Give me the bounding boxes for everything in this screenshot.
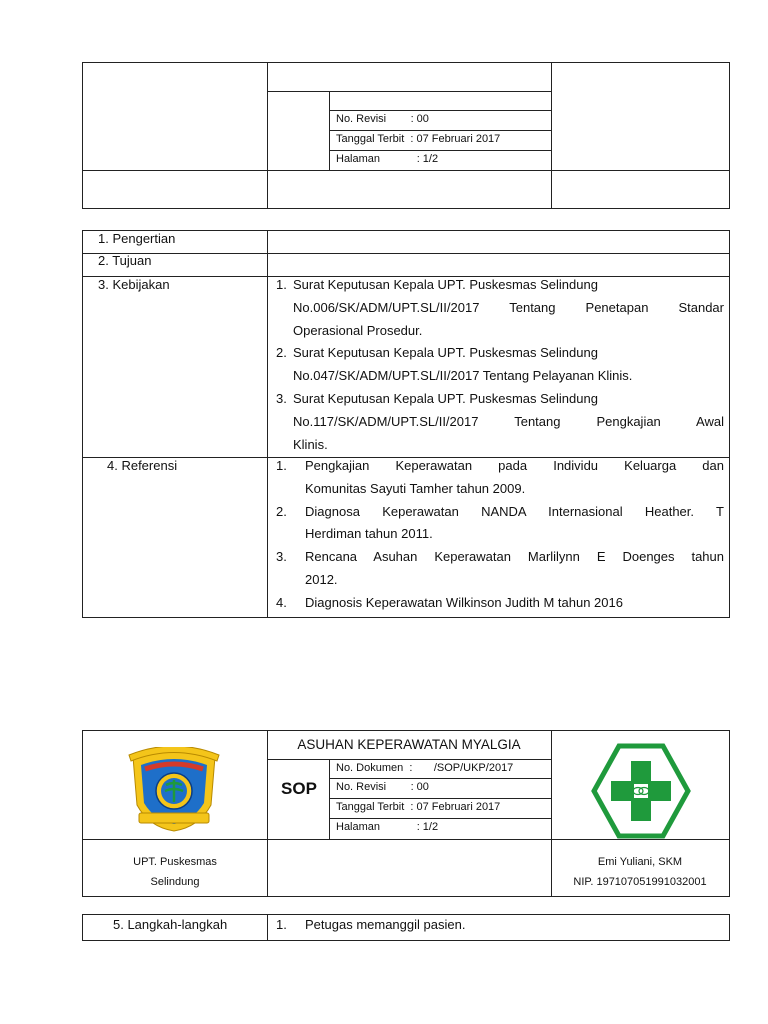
- list-item: 1. Petugas memanggil pasien.: [276, 917, 466, 932]
- table1-col-divider: [267, 231, 268, 617]
- label-tujuan: 2. Tujuan: [98, 253, 152, 268]
- header-block-2: [82, 730, 730, 897]
- header1-col-divider-left: [267, 63, 268, 208]
- issue-date: Tanggal Terbit : 07 Februari 2017: [336, 801, 501, 813]
- page-number: Halaman : 1/2: [336, 153, 439, 165]
- signer-name: Emi Yuliani, SKM: [597, 856, 683, 868]
- referensi-list: [276, 455, 724, 615]
- header2-meta-block: [329, 759, 551, 839]
- signer-nip: NIP. 197107051991032001: [573, 876, 707, 888]
- puskesmas-cross-logo: [591, 743, 691, 839]
- city-crest-logo: [119, 747, 229, 833]
- list-item: 1. Pengkajian Keperawatan pada Individu Keluarga dan Komunitas Sayuti Tamher tahun 2009.: [276, 458, 724, 496]
- revision-number: No. Revisi : 00: [336, 113, 429, 125]
- revision-number: No. Revisi : 00: [336, 781, 429, 793]
- document-title: ASUHAN KEPERAWATAN MYALGIA: [297, 737, 521, 752]
- page-number: Halaman : 1/2: [336, 821, 439, 833]
- label-referensi: 4. Referensi: [107, 458, 178, 473]
- header-block-1: [82, 62, 730, 209]
- sop-content-table: [82, 230, 730, 618]
- label-langkah: 5. Langkah-langkah: [113, 917, 228, 932]
- label-pengertian: 1. Pengertian: [98, 231, 176, 246]
- list-item: 3. Surat Keputusan Kepala UPT. Puskesmas Selindung No.117/SK/ADM/UPT.SL/II/2017 Tentang Pengkajian Awal Klinis.: [276, 390, 724, 452]
- organization-name-line1: UPT. Puskesmas: [133, 856, 217, 868]
- kebijakan-list: [276, 274, 724, 456]
- sop-label: SOP: [281, 779, 317, 798]
- document-number: No. Dokumen : /SOP/UKP/2017: [336, 762, 514, 774]
- header1-row-divider: [83, 170, 729, 171]
- issue-date: Tanggal Terbit : 07 Februari 2017: [336, 133, 501, 145]
- label-kebijakan: 3. Kebijakan: [98, 277, 170, 292]
- list-item: 3. Rencana Asuhan Keperawatan Marlilynn E Doenges tahun 2012.: [276, 549, 724, 587]
- list-item: 4. Diagnosis Keperawatan Wilkinson Judith M tahun 2016: [276, 594, 623, 610]
- list-item: 2. Surat Keputusan Kepala UPT. Puskesmas Selindung No.047/SK/ADM/UPT.SL/II/2017 Tentang Pelayanan Klinis.: [276, 345, 633, 384]
- list-item: 2. Diagnosa Keperawatan NANDA Internasional Heather. T Herdiman tahun 2011.: [276, 503, 724, 542]
- organization-name-line2: Selindung: [150, 876, 200, 888]
- header1-meta-block: [329, 91, 551, 170]
- steps-table: [82, 914, 730, 941]
- list-item: 1. Surat Keputusan Kepala UPT. Puskesmas Selindung No.006/SK/ADM/UPT.SL/II/2017 Tentang Penetapan Standar Operasional Prosedur.: [276, 277, 724, 338]
- header1-col-divider-right: [551, 63, 552, 208]
